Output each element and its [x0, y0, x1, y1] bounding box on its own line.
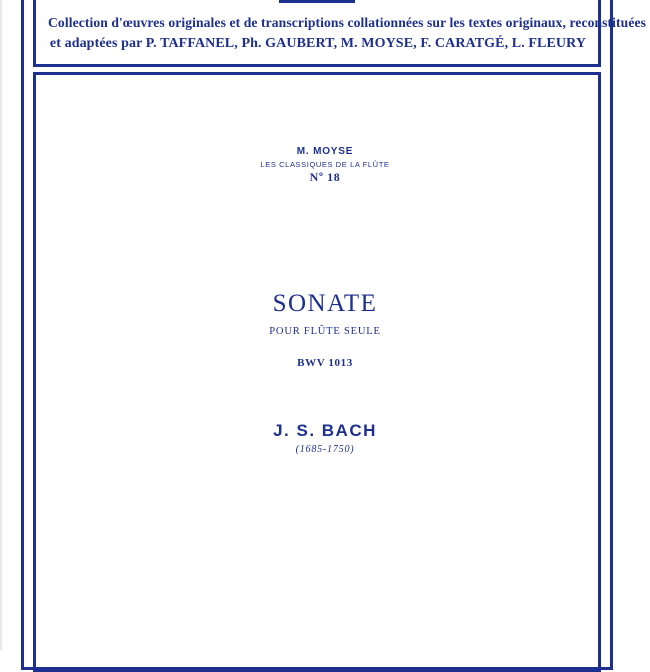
work-title: SONATE [272, 290, 378, 317]
collection-header-box [33, 0, 647, 67]
series-number: Nº 18 [309, 170, 341, 184]
composer-dates: (1685-1750) [295, 444, 355, 455]
collection-editors-line: et adaptées par P. TAFFANEL, Ph. GAUBERT, M. MOYSE, F. CARATGÉ, L. FLEURY [49, 36, 587, 51]
series-editor: M. MOYSE [296, 146, 354, 157]
composer-name: J. S. BACH [273, 421, 377, 440]
catalog-number: BWV 1013 [297, 357, 353, 369]
collection-description-line-1: Collection d'œuvres originales et de transcriptions collationnées sur les textes originaux, reconstituées [48, 15, 647, 30]
series-name: LES CLASSIQUES DE LA FLÛTE [260, 160, 390, 169]
header-tab-bar [279, 0, 355, 3]
work-subtitle: POUR FLÛTE SEULE [269, 326, 381, 337]
page-edge-shadow [0, 0, 2, 650]
